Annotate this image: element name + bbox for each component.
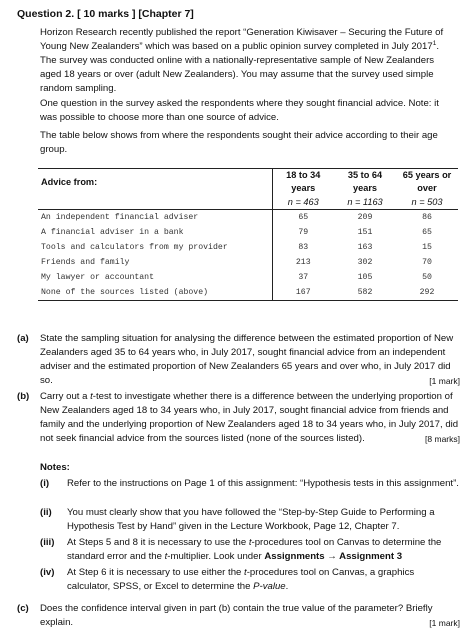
row-label: A financial adviser in a bank bbox=[41, 228, 184, 237]
column-header: 18 to 34 bbox=[272, 169, 334, 183]
cell-value: 50 bbox=[422, 273, 432, 282]
table-row bbox=[38, 210, 458, 226]
cell-value: 167 bbox=[272, 285, 334, 301]
cell-value: 209 bbox=[357, 213, 373, 222]
intro-paragraph-3: The table below shows from where the respondents sought their advice according to their age group. bbox=[40, 130, 438, 155]
cell-value: 65 bbox=[422, 228, 432, 237]
note-text: At Step 6 it is necessary to use either the t-procedures tool on Canvas, a graphics calculator, SPSS, or Excel to determine the P-value. bbox=[67, 567, 415, 592]
part-b-label: (b) bbox=[17, 391, 30, 402]
column-header-line2: years bbox=[352, 183, 377, 193]
cell-value: 213 bbox=[272, 255, 334, 270]
table-row bbox=[38, 240, 458, 255]
column-sample-size: n = 503 bbox=[396, 195, 458, 210]
cell-value: 70 bbox=[422, 258, 432, 267]
cell-value: 151 bbox=[357, 228, 373, 237]
note-text: At Steps 5 and 8 it is necessary to use the t-procedures tool on Canvas to determine the standard error and the t-multiplier. Look under Assignments → Assignment 3 bbox=[67, 537, 442, 562]
note-text: You must clearly show that you have followed the “Step-by-Step Guide to Performing a Hypothesis Test by Hand” given in the Lecture Workbook, Page 12, Chapter 7. bbox=[67, 507, 435, 532]
notes-heading: Notes: bbox=[40, 462, 70, 473]
footnote-ref: 1 bbox=[432, 40, 437, 47]
row-label: None of the sources listed (above) bbox=[38, 285, 272, 301]
assignment-page: Question 2. [ 10 marks ] [Chapter 7] Horizon Research recently published the report “Generation Kiwisaver – Securing the Future of Young New Zealanders” which was based on a public opinion survey completed in July 2017$^1$. The survey was conducted online with a nationally-representative sample of New Zealanders aged 18 years or over (adult New Zealanders). You may assume that the survey used simple random sampling. One question in the survey asked the respondents where they sought financial advice. Note: it was possible to choose more than one source of advice. The table below shows from where the respondents sought their advice according to their age group. Advice from: 18 to 34 35 to 64 65 years or years years over n = 463 n = 1163 n = 503 An independent financial adviser 65 209 86 A financial adviser in a bank 79 151 65 Tools and calculators from my provider 83 163 15 Friends and family 213 302 70 My lawyer or accountant 37 105 50 None of the sources listed (above) 167 582 292 (a) State the sampling situation for analysing the difference between the estimated proportion of New Zealanders aged 35 to 64 years who, in July 2017, sought financial advice from an independent adviser and the estimated proportion of New Zealanders 65 years and over who, in July 2017 did so. [1 mark] (b) Carry out a t-test to investigate whether there is a difference between the underlying proportion of New Zealanders aged 18 to 34 years who, in July 2017, sought financial advice from friends and family and the underlying proportion of New Zealanders aged 18 to 34 years who, in July 2017, did not seek financial advice from the sources listed (none of the sources listed). [8 marks] Notes: (i) Refer to the instructions on Page 1 of this assignment: “Hypothesis tests in this assignment”. (ii) You must clearly show that you have followed the “Step-by-Step Guide to Performing a Hypothesis Test by Hand” given in the Lecture Workbook, Page 12, Chapter 7. (iii) At Steps 5 and 8 it is necessary to use the t-procedures tool on Canvas to determine the standard error and the t-multiplier. Look under Assignments → Assignment 3 (iv) At Step 6 it is necessary to use either the t-procedures tool on Canvas, a graphics calculator, SPSS, or Excel to determine the P-value. (c) Does the confidence interval given in part (b) contain the true value of the parameter? Briefly explain. [1 mark] bbox=[17, 8, 460, 628]
table-row bbox=[38, 255, 458, 270]
cell-value: 15 bbox=[422, 243, 432, 252]
column-header-line2: years bbox=[272, 182, 334, 195]
part-b-marks: [8 marks] bbox=[425, 434, 460, 444]
cell-value: 302 bbox=[357, 258, 373, 267]
intro-paragraph-2: One question in the survey asked the respondents where they sought financial advice. Note: it was possible to choose more than one source of advice. bbox=[40, 98, 439, 123]
row-label: Tools and calculators from my provider bbox=[41, 243, 228, 252]
cell-value: 105 bbox=[357, 273, 373, 282]
cell-value: 65 bbox=[272, 210, 334, 226]
part-a-label: (a) bbox=[17, 333, 29, 344]
intro-paragraph-1: Horizon Research recently published the report “Generation Kiwisaver – Securing the Future of Young New Zealanders” which was based on a public opinion survey completed in July 2017$^1$. The survey was conducted online with a nationally-representative sample of New Zealanders aged 18 years or over (adult New Zealanders). You may assume that the survey used simple random sampling. bbox=[40, 27, 444, 94]
column-header: 35 to 64 bbox=[334, 169, 396, 183]
question-title: Question 2. [ 10 marks ] [Chapter 7] bbox=[17, 8, 194, 20]
column-header-line2: over bbox=[417, 183, 437, 193]
part-b-text: -test to investigate whether there is a difference between the underlying proportion of New Zealanders aged 18 to 34 years who, in July 2017, sought financial advice from friends and family and the underlying proportion of New Zealanders aged 18 to 34 years who, in July 2017, did not seek financial advice from the sources listed (none of the sources listed). bbox=[40, 391, 459, 444]
row-label: Friends and family bbox=[41, 258, 130, 267]
table-row bbox=[38, 285, 458, 301]
part-a-text: State the sampling situation for analysing the difference between the estimated proportion of New Zealanders aged 35 to 64 years who, in July 2017, sought financial advice from an independent adviser and the estimated proportion of New Zealanders 65 years and over who, in July 2017 did so. bbox=[40, 333, 454, 386]
row-label: My lawyer or accountant bbox=[41, 273, 155, 282]
advice-table bbox=[38, 168, 458, 301]
cell-value: 582 bbox=[334, 285, 396, 301]
cell-value: 163 bbox=[357, 243, 373, 252]
table-row bbox=[38, 225, 458, 240]
cell-value: 79 bbox=[272, 225, 334, 240]
part-a-marks: [1 mark] bbox=[429, 376, 460, 386]
cell-value: 83 bbox=[272, 240, 334, 255]
column-header: 65 years or bbox=[396, 169, 458, 183]
part-c-text: Does the confidence interval given in part (b) contain the true value of the parameter? Briefly explain. bbox=[40, 603, 433, 628]
row-label: An independent financial adviser bbox=[41, 213, 199, 222]
table-row bbox=[38, 270, 458, 285]
part-c-marks: [1 mark] bbox=[429, 618, 460, 628]
part-c-label: (c) bbox=[17, 603, 29, 614]
table-row-header: Advice from: bbox=[38, 169, 272, 196]
column-sample-size: n = 1163 bbox=[334, 195, 396, 210]
cell-value: 86 bbox=[422, 213, 432, 222]
cell-value: 37 bbox=[272, 270, 334, 285]
cell-value: 292 bbox=[396, 285, 458, 301]
note-text: Refer to the instructions on Page 1 of this assignment: “Hypothesis tests in this assignment”. bbox=[67, 478, 459, 489]
column-sample-size: n = 463 bbox=[272, 195, 334, 210]
